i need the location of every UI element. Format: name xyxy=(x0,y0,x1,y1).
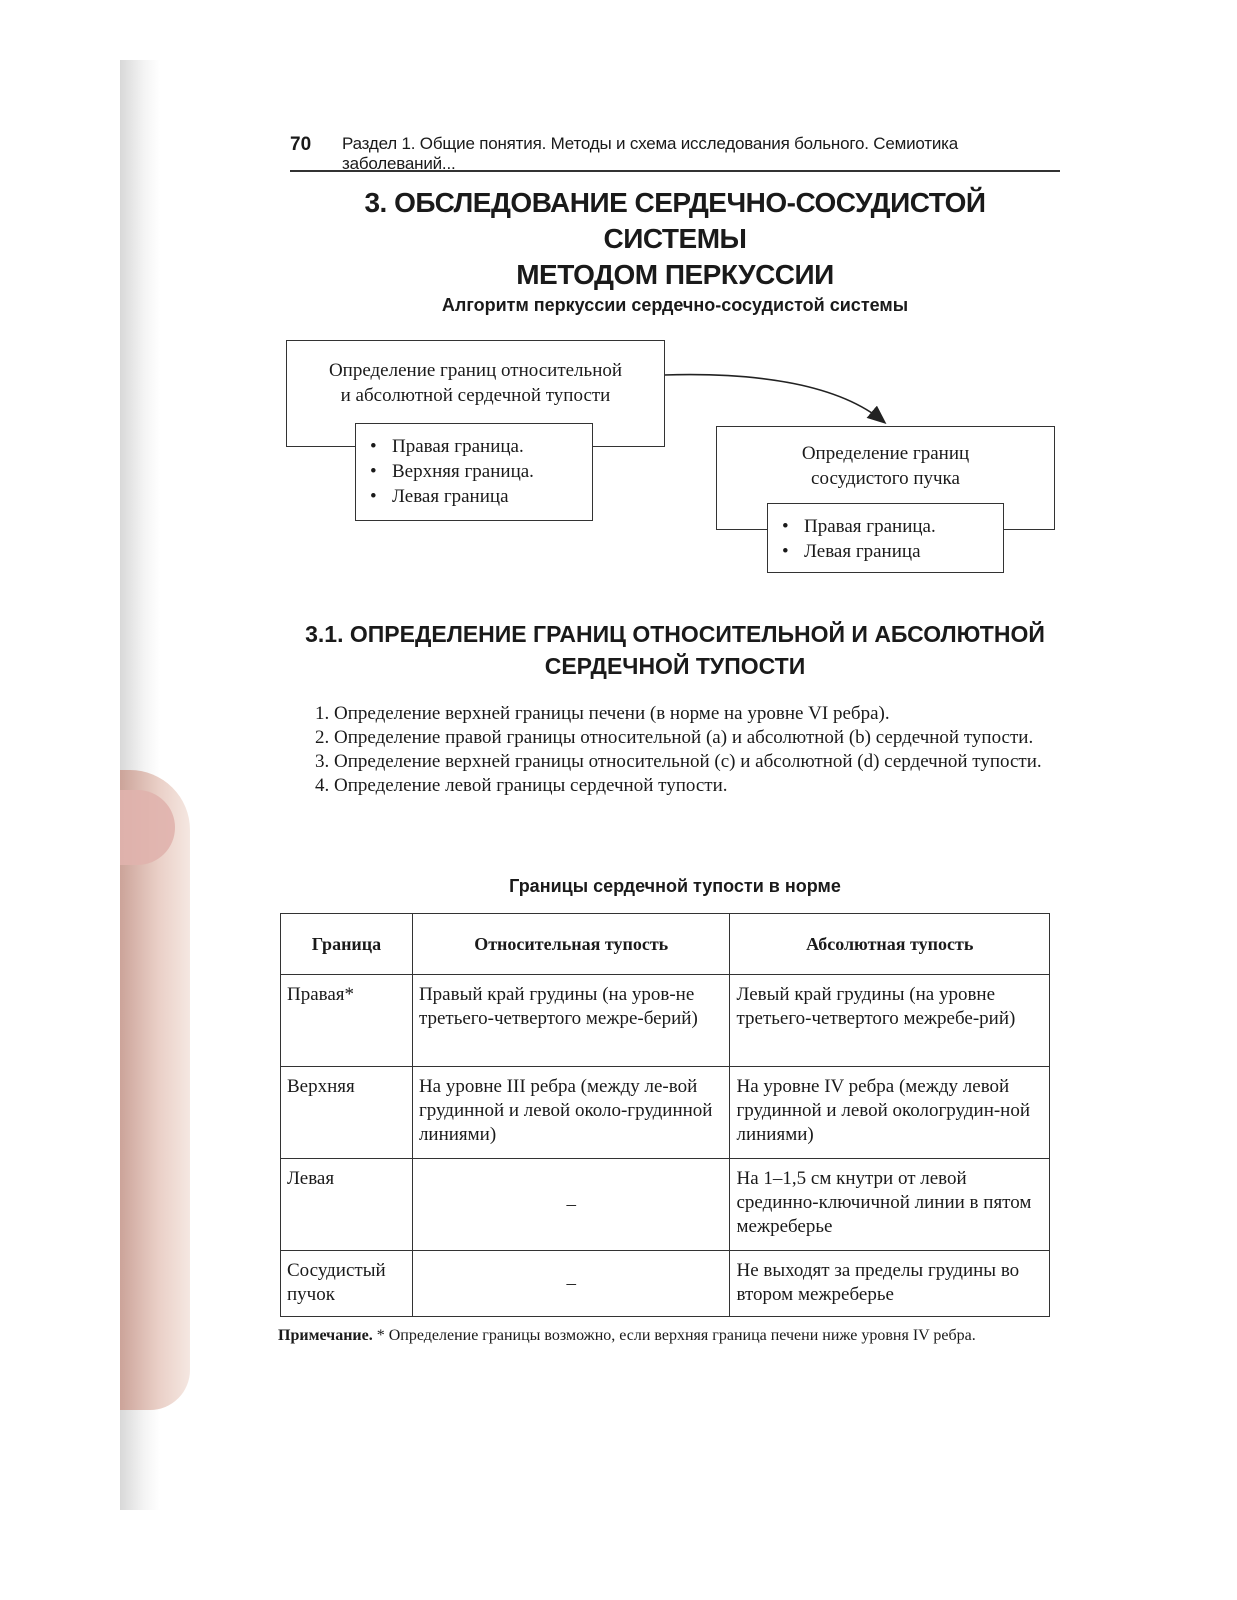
box-vascular-borders-list xyxy=(767,503,1004,573)
step-item: 3. Определение верхней границы относительной (с) и абсолютной (d) сердечной тупости. xyxy=(315,751,1042,772)
table-row xyxy=(281,975,1050,1067)
list-item: • Верхняя граница. xyxy=(392,459,592,484)
section-title-line2: СЕРДЕЧНОЙ ТУПОСТИ xyxy=(544,653,806,679)
column-header: Абсолютная тупость xyxy=(730,914,1050,975)
algorithm-heading: Алгоритм перкуссии сердечно-сосудистой системы xyxy=(441,295,909,315)
column-header: Относительная тупость xyxy=(412,914,730,975)
box-cardiac-borders-list xyxy=(355,423,593,521)
table-cell: На уровне IV ребра (между левой грудинной и левой окологрудин-ной линиями) xyxy=(730,1067,1050,1159)
chapter-title-line1: 3. ОБСЛЕДОВАНИЕ СЕРДЕЧНО-СОСУДИСТОЙ СИСТЕМЫ xyxy=(364,187,986,254)
table-cell: Сосудистый пучок xyxy=(281,1251,413,1317)
step-item: 2. Определение правой границы относительной (а) и абсолютной (b) сердечной тупости. xyxy=(315,727,1034,748)
list-item: • Правая граница. xyxy=(804,514,1003,539)
table-cell: Правый край грудины (на уров-не третьего-четвертого межре-берий) xyxy=(412,975,730,1067)
chapter-title-line2: МЕТОДОМ ПЕРКУССИИ xyxy=(516,259,834,290)
box1-line1: Определение границ относительной xyxy=(328,360,623,381)
page-number: 70 xyxy=(290,134,312,155)
note-label: Примечание. xyxy=(278,1327,373,1344)
cardiac-borders-list xyxy=(356,434,592,509)
table-cell: На 1–1,5 см кнутри от левой срединно-ключичной линии в пятом межреберье xyxy=(730,1159,1050,1251)
steps-list xyxy=(283,702,1055,798)
table-row xyxy=(281,1067,1050,1159)
table-cell: Не выходят за пределы грудины во втором межреберье xyxy=(730,1251,1050,1317)
section-title-line1: 3.1. ОПРЕДЕЛЕНИЕ ГРАНИЦ ОТНОСИТЕЛЬНОЙ И АБСОЛЮТНОЙ xyxy=(305,621,1045,647)
column-header: Граница xyxy=(281,914,413,975)
box2-line1: Определение границ xyxy=(801,443,970,464)
table-cell: – xyxy=(412,1159,730,1251)
running-title: Раздел 1. Общие понятия. Методы и схема исследования больного. Семиотика заболеваний... xyxy=(342,134,959,173)
table-cell: Левый край грудины (на уровне третьего-четвертого межребе-рий) xyxy=(730,975,1050,1067)
vascular-borders-list xyxy=(768,514,1003,564)
step-item: 4. Определение левой границы сердечной тупости. xyxy=(315,775,728,796)
dullness-table xyxy=(280,913,1050,1317)
list-item: • Правая граница. xyxy=(392,434,592,459)
table-cell: – xyxy=(412,1251,730,1317)
step-item: 1. Определение верхней границы печени (в норме на уровне VI ребра). xyxy=(315,703,890,724)
table-cell: Верхняя xyxy=(281,1067,413,1159)
table-note xyxy=(278,1325,1050,1347)
table-row xyxy=(281,1251,1050,1317)
list-item: • Левая граница xyxy=(804,539,1003,564)
table-title: Границы сердечной тупости в норме xyxy=(509,876,841,896)
table-cell: Правая* xyxy=(281,975,413,1067)
table-cell: Левая xyxy=(281,1159,413,1251)
table-row xyxy=(281,1159,1050,1251)
list-item: • Левая граница xyxy=(392,484,592,509)
section-title xyxy=(290,618,1060,682)
box2-line2: сосудистого пучка xyxy=(811,468,960,489)
box1-line2: и абсолютной сердечной тупости xyxy=(340,385,611,406)
table-cell: На уровне III ребра (между ле-вой грудинной и левой около-грудинной линиями) xyxy=(412,1067,730,1159)
table-header-row xyxy=(281,914,1050,975)
note-text: * Определение границы возможно, если верхняя граница печени ниже уровня IV ребра. xyxy=(372,1327,976,1344)
